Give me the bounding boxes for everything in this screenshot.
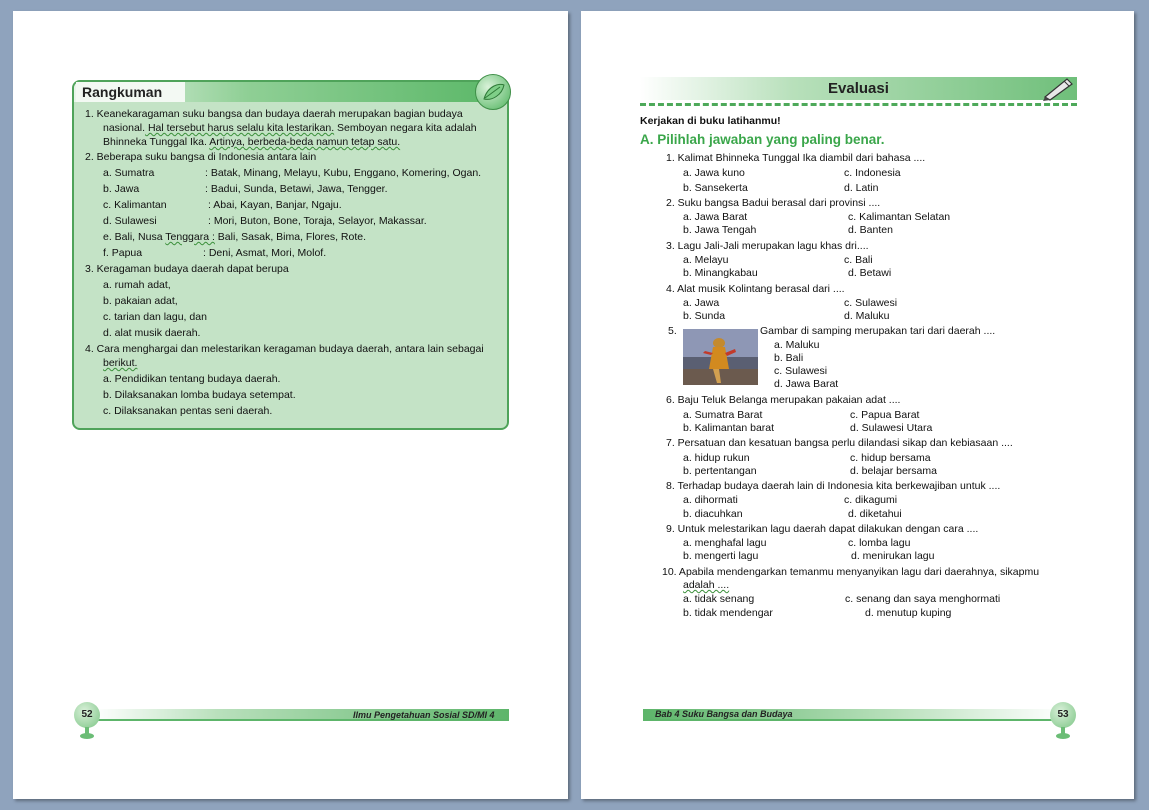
question-8: 8. Terhadap budaya daerah lain di Indonesia kita berkewajiban untuk .... bbox=[666, 480, 1001, 492]
q5-option-c: c. Sulawesi bbox=[774, 365, 828, 377]
page-number-base bbox=[80, 733, 94, 739]
footer-text: Ilmu Pengetahuan Sosial SD/MI 4 bbox=[353, 710, 495, 720]
summary-point-3-a: a. rumah adat, bbox=[103, 279, 171, 291]
summary-point-3: 3. Keragaman budaya daerah dapat berupa bbox=[85, 263, 289, 275]
text-fragment: Bali, Sasak, Bima, Flores, Rote. bbox=[214, 231, 367, 243]
q5-option-a: a. Maluku bbox=[774, 339, 820, 351]
summary-point-1-line-1: 1. Keanekaragaman suku bangsa dan budaya daerah merupakan bagian budaya bbox=[85, 108, 463, 120]
q4-option-a: a. Jawa bbox=[683, 297, 720, 309]
q1-option-a: a. Jawa kuno bbox=[683, 167, 745, 179]
page-number: 52 bbox=[74, 702, 100, 728]
q3-option-d: d. Betawi bbox=[848, 267, 892, 279]
summary-point-4-b: b. Dilaksanakan lomba budaya setempat. bbox=[103, 389, 296, 401]
question-9: 9. Untuk melestarikan lagu daerah dapat dilakukan dengan cara .... bbox=[666, 523, 979, 535]
question-3: 3. Lagu Jali-Jali merupakan lagu khas dri.... bbox=[666, 240, 869, 252]
tribe-jawa-label: b. Jawa bbox=[103, 183, 140, 195]
summary-point-1-line-2 bbox=[103, 122, 477, 135]
q2-option-b: b. Jawa Tengah bbox=[683, 224, 757, 236]
q4-option-d: d. Maluku bbox=[844, 310, 890, 322]
tribe-bali-line bbox=[103, 231, 366, 244]
leaf-icon bbox=[475, 74, 511, 110]
section-title: A. Pilihlah jawaban yang paling benar. bbox=[640, 132, 885, 147]
question-4: 4. Alat musik Kolintang berasal dari .... bbox=[666, 283, 845, 295]
q1-option-d: d. Latin bbox=[844, 182, 879, 194]
tribe-sumatra-label: a. Sumatra bbox=[103, 167, 155, 179]
q6-option-a: a. Sumatra Barat bbox=[683, 409, 763, 421]
text-fragment: e. Bali, Nusa bbox=[103, 231, 166, 243]
q10-option-a: a. tidak senang bbox=[683, 593, 755, 605]
tribe-sumatra-value: : Batak, Minang, Melayu, Kubu, Enggano, Komering, Ogan. bbox=[205, 167, 482, 179]
q8-option-d: d. diketahui bbox=[848, 508, 902, 520]
question-5-number: 5. bbox=[668, 325, 677, 337]
q9-option-c: c. lomba lagu bbox=[848, 537, 911, 549]
tribe-papua-value: : Deni, Asmat, Mori, Molof. bbox=[203, 247, 327, 259]
question-6: 6. Baju Teluk Belanga merupakan pakaian adat .... bbox=[666, 394, 901, 406]
summary-point-4-line-2: berikut. bbox=[103, 357, 138, 369]
tribe-jawa-value: : Badui, Sunda, Betawi, Jawa, Tengger. bbox=[205, 183, 388, 195]
q7-option-c: c. hidup bersama bbox=[850, 452, 931, 464]
tribe-sulawesi-value: : Mori, Buton, Bone, Toraja, Selayor, Makassar. bbox=[208, 215, 427, 227]
dancer-photo bbox=[683, 329, 758, 385]
question-1: 1. Kalimat Bhinneka Tunggal Ika diambil dari bahasa .... bbox=[666, 152, 926, 164]
summary-point-4-c: c. Dilaksanakan pentas seni daerah. bbox=[103, 405, 273, 417]
footer-line bbox=[643, 719, 1063, 721]
q6-option-c: c. Papua Barat bbox=[850, 409, 920, 421]
q5-option-b: b. Bali bbox=[774, 352, 804, 364]
question-2: 2. Suku bangsa Badui berasal dari provinsi .... bbox=[666, 197, 881, 209]
q3-option-a: a. Melayu bbox=[683, 254, 729, 266]
q7-option-b: b. pertentangan bbox=[683, 465, 757, 477]
q9-option-a: a. menghafal lagu bbox=[683, 537, 767, 549]
q8-option-a: a. dihormati bbox=[683, 494, 738, 506]
question-7: 7. Persatuan dan kesatuan bangsa perlu dilandasi sikap dan kebiasaan .... bbox=[666, 437, 1013, 449]
summary-point-4-line-1: 4. Cara menghargai dan melestarikan keragaman budaya daerah, antara lain sebagai bbox=[85, 343, 484, 355]
q10-option-c: c. senang dan saya menghormati bbox=[845, 593, 1001, 605]
question-5: Gambar di samping merupakan tari dari daerah .... bbox=[760, 325, 996, 337]
summary-point-3-c: c. tarian dan lagu, dan bbox=[103, 311, 207, 323]
q7-option-a: a. hidup rukun bbox=[683, 452, 750, 464]
q4-option-b: b. Sunda bbox=[683, 310, 726, 322]
summary-point-3-d: d. alat musik daerah. bbox=[103, 327, 201, 339]
q9-option-d: d. menirukan lagu bbox=[851, 550, 935, 562]
evaluasi-title: Evaluasi bbox=[828, 80, 889, 97]
q4-option-c: c. Sulawesi bbox=[844, 297, 898, 309]
text-fragment: nasional. bbox=[103, 122, 146, 134]
text-fragment: Hal tersebut harus selalu kita lestarikan. bbox=[145, 122, 335, 134]
summary-point-2: 2. Beberapa suku bangsa di Indonesia antara lain bbox=[85, 151, 317, 163]
header-dashed-line bbox=[640, 103, 1077, 106]
q9-option-b: b. mengerti lagu bbox=[683, 550, 759, 562]
q8-option-c: c. dikagumi bbox=[844, 494, 898, 506]
summary-point-4-a: a. Pendidikan tentang budaya daerah. bbox=[103, 373, 281, 385]
instruction: Kerjakan di buku latihanmu! bbox=[640, 115, 781, 127]
tribe-sulawesi-label: d. Sulawesi bbox=[103, 215, 157, 227]
q10-option-d: d. menutup kuping bbox=[865, 607, 952, 619]
pencil-icon bbox=[1041, 75, 1075, 101]
q2-option-a: a. Jawa Barat bbox=[683, 211, 748, 223]
q6-option-b: b. Kalimantan barat bbox=[683, 422, 775, 434]
page-number-base bbox=[1056, 733, 1070, 739]
question-10-line-1: 10. Apabila mendengarkan temanmu menyanyikan lagu dari daerahnya, sikapmu bbox=[662, 566, 1040, 578]
tribe-kalimantan-value: : Abai, Kayan, Banjar, Ngaju. bbox=[208, 199, 342, 211]
q3-option-b: b. Minangkabau bbox=[683, 267, 758, 279]
question-10-line-2: adalah .... bbox=[683, 579, 730, 591]
text-fragment: Semboyan negara kita adalah bbox=[334, 122, 477, 134]
q5-option-d: d. Jawa Barat bbox=[774, 378, 839, 390]
tribe-kalimantan-label: c. Kalimantan bbox=[103, 199, 167, 211]
q8-option-b: b. diacuhkan bbox=[683, 508, 743, 520]
q2-option-d: d. Banten bbox=[848, 224, 893, 236]
q6-option-d: d. Sulawesi Utara bbox=[850, 422, 933, 434]
footer-text: Bab 4 Suku Bangsa dan Budaya bbox=[655, 709, 793, 719]
q7-option-d: d. belajar bersama bbox=[850, 465, 937, 477]
summary-point-1-line-3 bbox=[103, 136, 400, 149]
text-fragment: Tenggara : bbox=[165, 231, 215, 243]
q3-option-c: c. Bali bbox=[844, 254, 873, 266]
text-fragment: Artinya, berbeda-beda namun tetap satu. bbox=[209, 136, 401, 148]
q10-option-b: b. tidak mendengar bbox=[683, 607, 773, 619]
tribe-papua-label: f. Papua bbox=[103, 247, 143, 259]
text-fragment: Bhinneka Tunggal Ika. bbox=[103, 136, 210, 148]
left-page bbox=[13, 11, 568, 799]
q1-option-c: c. Indonesia bbox=[844, 167, 901, 179]
right-page bbox=[581, 11, 1134, 799]
rangkuman-title: Rangkuman bbox=[76, 82, 185, 102]
page-number: 53 bbox=[1050, 702, 1076, 728]
summary-point-3-b: b. pakaian adat, bbox=[103, 295, 178, 307]
q2-option-c: c. Kalimantan Selatan bbox=[848, 211, 951, 223]
q1-option-b: b. Sansekerta bbox=[683, 182, 748, 194]
